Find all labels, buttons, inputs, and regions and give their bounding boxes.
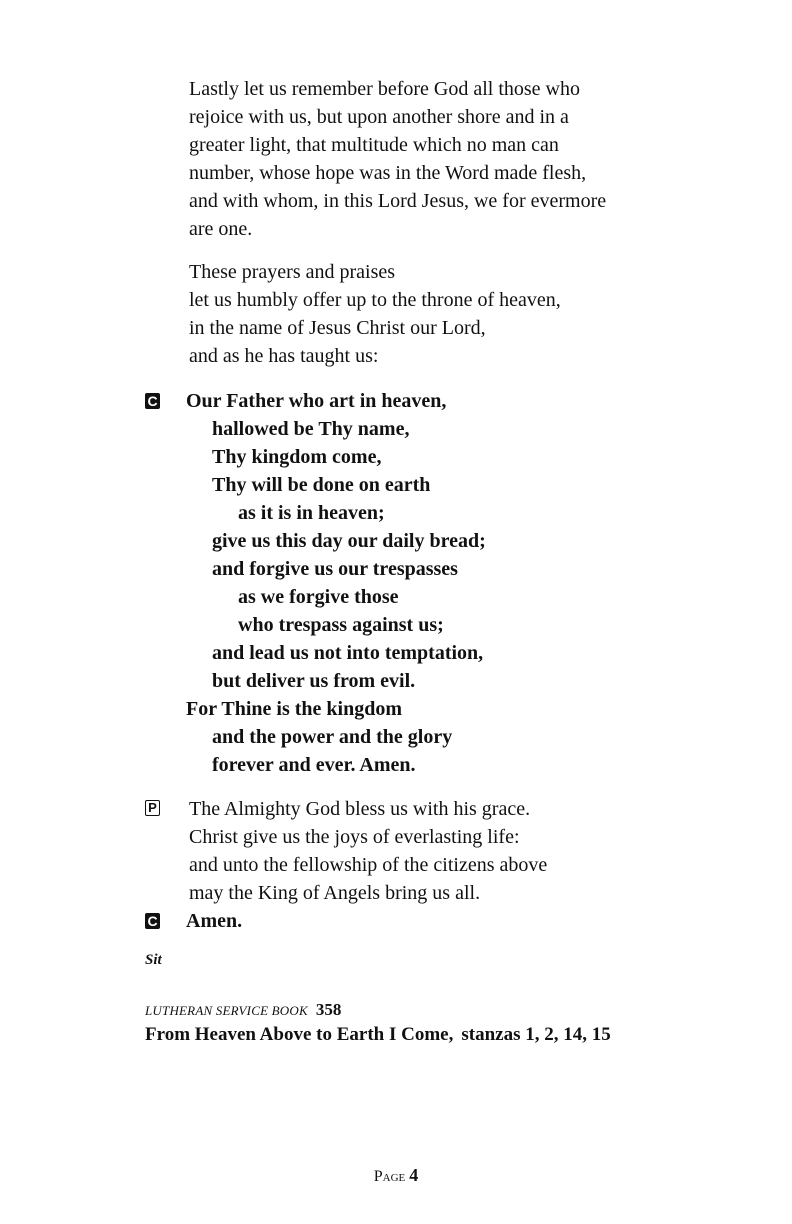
prayer-line: For Thine is the kingdom xyxy=(186,698,402,720)
prayer-line: and lead us not into temptation, xyxy=(212,642,484,664)
hymn-stanzas: stanzas 1, 2, 14, 15 xyxy=(461,1024,611,1045)
prayer-line: as it is in heaven; xyxy=(238,502,385,524)
prayer-line: but deliver us from evil. xyxy=(212,670,416,692)
amen-response: Amen. xyxy=(186,910,243,932)
invitation-line: and as he has taught us: xyxy=(189,345,379,367)
intercession-paragraph xyxy=(189,75,606,243)
intercession-line: number, whose hope was in the Word made flesh, xyxy=(189,162,587,184)
hymn-title xyxy=(145,1024,611,1046)
prayer-line: hallowed be Thy name, xyxy=(212,418,410,440)
invitation-line: These prayers and praises xyxy=(189,261,396,283)
invitation-line: let us humbly offer up to the throne of heaven, xyxy=(189,289,561,311)
page-footer xyxy=(0,1165,792,1186)
rubric-sit: Sit xyxy=(145,952,162,968)
page-number: 4 xyxy=(409,1165,419,1185)
intercession-line: Lastly let us remember before God all those who xyxy=(189,78,580,100)
benediction-paragraph xyxy=(189,795,547,907)
intercession-line: and with whom, in this Lord Jesus, we for evermore xyxy=(189,190,607,212)
prayer-line: Thy will be done on earth xyxy=(212,474,431,496)
prayer-line: Our Father who art in heaven, xyxy=(186,390,447,412)
prayer-line: who trespass against us; xyxy=(238,614,444,636)
benediction-line: and unto the fellowship of the citizens above xyxy=(189,854,548,876)
prayer-line: and forgive us our trespasses xyxy=(212,558,458,580)
hymn-reference xyxy=(145,1000,341,1020)
benediction-line: Christ give us the joys of everlasting life: xyxy=(189,826,520,848)
benediction-line: may the King of Angels bring us all. xyxy=(189,882,481,904)
hymnal-name: LUTHERAN SERVICE BOOK xyxy=(145,1003,308,1018)
lords-prayer xyxy=(186,387,486,779)
intercession-line: are one. xyxy=(189,218,253,240)
prayer-line: Thy kingdom come, xyxy=(212,446,382,468)
invitation-paragraph xyxy=(189,258,561,370)
prayer-line: forever and ever. Amen. xyxy=(212,754,416,776)
congregation-marker-icon: C xyxy=(145,393,160,409)
intercession-line: greater light, that multitude which no man can xyxy=(189,134,559,156)
congregation-marker-icon: C xyxy=(145,913,160,929)
prayer-line: and the power and the glory xyxy=(212,726,453,748)
hymn-number: 358 xyxy=(315,1000,342,1019)
pastor-marker-icon: P xyxy=(145,800,160,816)
hymn-title-text: From Heaven Above to Earth I Come, xyxy=(145,1024,454,1045)
page-label: Page xyxy=(373,1168,406,1185)
benediction-line: The Almighty God bless us with his grace. xyxy=(189,798,531,820)
intercession-line: rejoice with us, but upon another shore and in a xyxy=(189,106,569,128)
prayer-line: as we forgive those xyxy=(238,586,399,608)
invitation-line: in the name of Jesus Christ our Lord, xyxy=(189,317,486,339)
prayer-line: give us this day our daily bread; xyxy=(212,530,486,552)
